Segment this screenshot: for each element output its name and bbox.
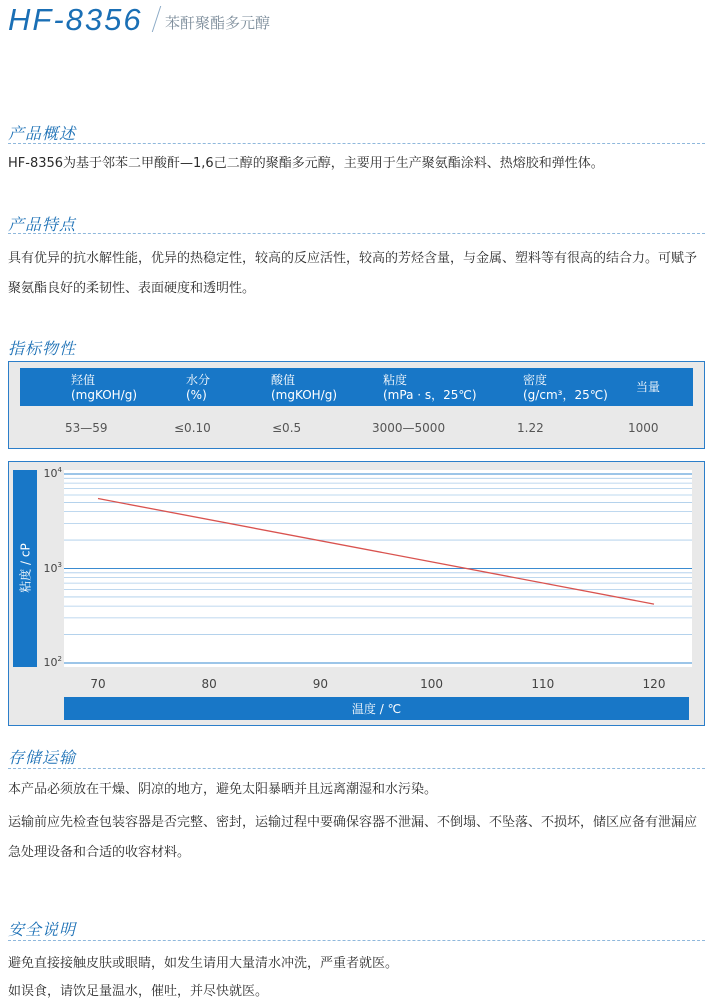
section-title-safety: 安全说明 <box>8 920 77 939</box>
features-text: 具有优异的抗水解性能，优异的热稳定性，较高的反应活性，较高的芳烃含量，与金属、塑料等有很高的结合力。可赋予聚氨酯良好的柔韧性、表面硬度和透明性。 <box>8 251 698 296</box>
chart-plot-area <box>64 470 692 667</box>
x-tick-label: 110 <box>531 677 555 691</box>
table-cell: ≤0.10 <box>174 421 211 435</box>
y-axis-label: 粘度 / cP <box>18 543 33 593</box>
overview-text: HF-8356为基于邻苯二甲酸酐—1,6己二醇的聚酯多元醇，主要用于生产聚氨酯涂料、热熔胶和弹性体。 <box>8 156 604 171</box>
table-cell: 53—59 <box>65 421 108 435</box>
col-name: 酸值 <box>271 373 296 387</box>
table-cell: ≤0.5 <box>272 421 302 435</box>
col-unit: (mPa · s，25℃) <box>383 388 477 402</box>
product-code: HF-8356 <box>8 2 143 37</box>
x-axis-label: 温度 / ℃ <box>351 702 402 716</box>
spec-table <box>8 361 705 449</box>
section-title-specs: 指标物性 <box>8 339 77 358</box>
safety-text-2: 如误食，请饮足量温水，催吐，并尽快就医。 <box>8 984 269 999</box>
col-name: 密度 <box>523 373 548 387</box>
title-divider <box>152 6 161 32</box>
col-name: 粘度 <box>383 373 408 387</box>
col-unit: (mgKOH/g) <box>271 388 338 402</box>
storage-text-1: 本产品必须放在干燥、阴凉的地方，避免太阳暴晒并且远离潮湿和水污染。 <box>8 782 438 797</box>
col-unit: (mgKOH/g) <box>71 388 138 402</box>
col-unit: (%) <box>186 388 207 402</box>
table-cell: 1000 <box>628 421 659 435</box>
y-tick-label: $10^2$ <box>43 655 62 669</box>
product-name: 苯酐聚酯多元醇 <box>165 14 271 32</box>
section-title-features: 产品特点 <box>8 215 77 234</box>
table-cell: 1.22 <box>517 421 544 435</box>
col-name: 羟值 <box>71 373 96 387</box>
x-tick-label: 70 <box>90 677 106 691</box>
spec-table-header <box>20 368 693 406</box>
x-tick-label: 80 <box>201 677 217 691</box>
col-unit: (g/cm³，25℃) <box>523 388 608 402</box>
section-divider <box>8 233 705 234</box>
storage-text-2: 运输前应先检查包装容器是否完整、密封，运输过程中要确保容器不泄漏、不倒塌、不坠落、不损坏，储区应备有泄漏应急处理设备和合适的收容材料。 <box>8 815 698 860</box>
x-tick-label: 100 <box>420 677 444 691</box>
section-divider <box>8 940 705 941</box>
x-tick-label: 120 <box>642 677 666 691</box>
y-tick-label: $10^4$ <box>43 466 62 480</box>
section-divider <box>8 768 705 769</box>
section-title-overview: 产品概述 <box>8 124 77 143</box>
x-tick-label: 90 <box>312 677 329 691</box>
col-name: 当量 <box>636 380 661 394</box>
table-cell: 3000—5000 <box>372 421 446 435</box>
col-name: 水分 <box>186 373 211 387</box>
section-title-storage: 存储运输 <box>8 748 77 767</box>
y-tick-label: $10^3$ <box>43 560 62 575</box>
safety-text-1: 避免直接接触皮肤或眼睛，如发生请用大量清水冲洗，严重者就医。 <box>8 956 399 971</box>
section-divider <box>8 143 705 144</box>
